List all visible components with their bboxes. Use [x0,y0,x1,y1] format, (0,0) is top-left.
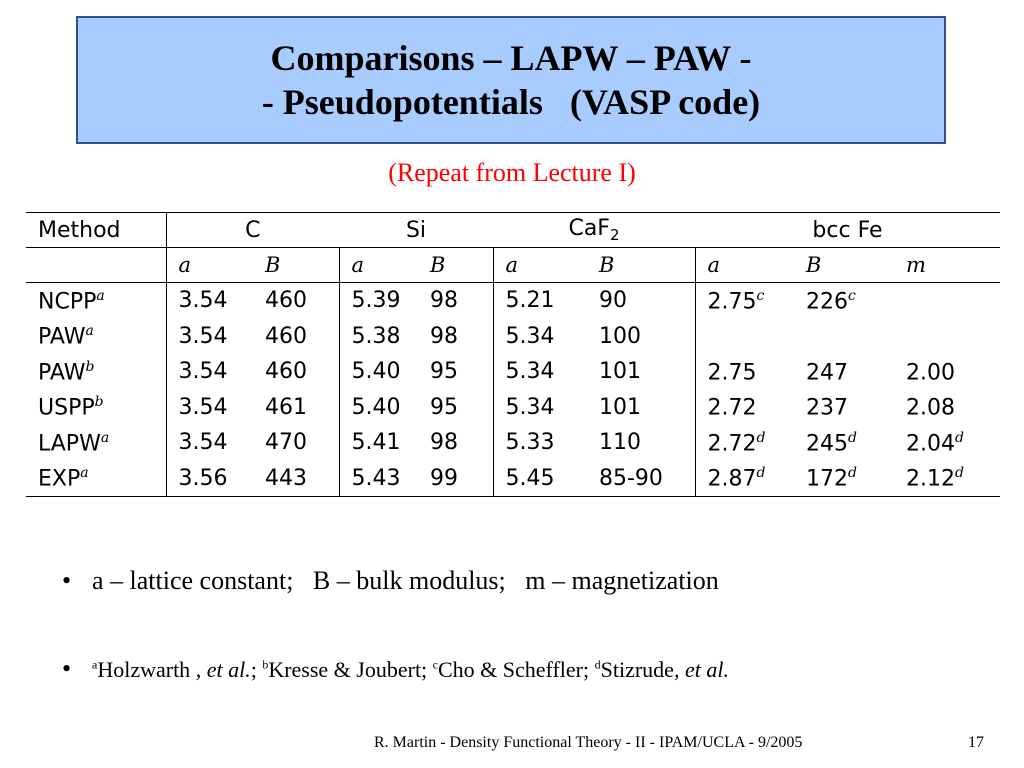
fe-a-cell [695,425,794,461]
fe-b-cell [794,425,894,461]
group-header-bcc-fe: bcc Fe [695,213,1000,248]
c-a-cell: 3.54 [166,425,253,461]
c-a-cell: 3.56 [166,461,253,497]
caf-a-cell: 5.34 [493,319,587,355]
c-a-cell: 3.54 [166,354,253,390]
method-name: USPP [38,395,95,421]
title-line-1: Comparisons – LAPW – PAW - [270,38,752,78]
fe-a-cell [695,461,794,497]
c-b-cell: 461 [265,394,307,420]
fe-m-value: 2.08 [906,395,955,421]
subheader-fe-a: a [695,248,794,283]
caf-b-cell: 110 [599,430,641,456]
caf-a-cell: 5.34 [493,354,587,390]
fe-a-value: 2.72 [707,430,757,456]
table-row [26,425,1000,461]
fe-m-value: 2.04 [906,430,955,456]
c-a-cell: 3.54 [166,319,253,355]
fe-m-cell [894,461,1000,497]
si-b-cell: 98 [430,430,458,456]
method-cell [26,283,166,319]
subheader-c-b: B [253,248,339,283]
si-b-cell: 98 [430,323,458,349]
group-header-caf2-subscript: 2 [609,226,620,244]
bullet-dot-icon: • [62,566,72,595]
fe-b-value: 172 [806,466,848,492]
c-b-cell: 460 [265,359,307,385]
method-header: Method [26,213,166,248]
method-ref: a [96,287,105,304]
table-subheader-row [26,248,1000,283]
si-a-cell: 5.38 [339,319,418,355]
fe-b-cell [794,461,894,497]
caf-a-cell: 5.33 [493,425,587,461]
fe-b-cell [794,319,894,355]
fe-b-cell [794,354,894,390]
c-a-cell: 3.54 [166,390,253,426]
c-b-cell: 470 [265,430,307,456]
subheader-caf-a: a [493,248,587,283]
method-ref: a [85,323,94,340]
page-number: 17 [968,734,984,751]
method-cell [26,425,166,461]
si-a-cell: 5.40 [339,390,418,426]
si-b-cell: 99 [418,461,493,497]
si-b-cell: 95 [430,394,458,420]
ref-c-author: Cho & Scheffler; [438,657,595,682]
ref-d-author: Stizrude [600,657,674,682]
method-cell [26,354,166,390]
fe-m-cell [894,319,1000,355]
bullet-dot-icon: • [62,654,72,683]
table-row [26,461,1000,497]
fe-m-cell [894,354,1000,390]
group-header-caf2 [493,213,695,248]
fe-m-value: 2.00 [906,359,955,385]
ref-sep-1: ; [250,657,263,682]
references-text [92,657,729,683]
fe-m-value: 2.12 [906,466,955,492]
si-a-cell: 5.43 [339,461,418,497]
title-line-2: - Pseudopotentials (VASP code) [261,82,761,122]
method-name: LAPW [38,430,101,456]
ref-b-mark: b [262,657,269,672]
ref-a-author: Holzwarth [97,657,196,682]
subheader-empty [26,248,166,283]
fe-b-ref: d [848,465,857,482]
ref-c-mark: c [432,657,438,672]
caf-b-cell: 90 [599,288,627,314]
si-a-cell: 5.41 [339,425,418,461]
method-ref: b [85,358,95,375]
ref-a-etal: , et al. [195,657,251,682]
ref-d-mark: d [594,657,601,672]
method-name: PAW [38,324,86,350]
fe-a-value: 2.75 [707,288,757,314]
caf-a-cell: 5.34 [493,390,587,426]
subheader-c-a: a [166,248,253,283]
fe-m-ref: d [954,465,964,482]
subheader-caf-b: B [587,248,695,283]
fe-b-value: 226 [806,288,848,314]
fe-a-cell [695,354,794,390]
caf-b-cell: 85-90 [587,461,695,497]
definitions-text: a – lattice constant; B – bulk modulus; m – magnetization [92,566,719,595]
table-row [26,354,1000,390]
table-row [26,390,1000,426]
c-b-cell: 443 [253,461,339,497]
c-b-cell: 460 [265,323,307,349]
method-name: EXP [38,466,81,492]
fe-b-value: 247 [806,359,848,385]
si-b-cell: 95 [430,359,458,385]
group-header-caf2-text: CaF [568,216,610,241]
caf-a-cell: 5.45 [493,461,587,497]
fe-m-cell [894,283,1000,319]
fe-b-cell [794,390,894,426]
fe-b-value: 245 [806,430,848,456]
group-header-si: Si [339,213,493,248]
fe-a-cell [695,283,794,319]
method-ref: a [80,465,89,482]
c-a-cell: 3.54 [166,283,253,319]
caf-b-cell: 100 [599,323,641,349]
fe-b-cell [794,283,894,319]
caf-b-cell: 101 [599,394,641,420]
caf-b-cell: 101 [599,359,641,385]
ref-d-etal: , et al. [673,657,729,682]
table-header-row [26,213,1000,248]
si-a-cell: 5.39 [339,283,418,319]
c-b-cell: 460 [265,288,307,314]
method-cell [26,461,166,497]
fe-a-value: 2.75 [707,359,757,385]
fe-b-ref: d [848,429,857,446]
method-cell [26,319,166,355]
method-cell [26,390,166,426]
group-header-c: C [166,213,339,248]
comparison-table [26,212,1000,497]
caf-a-cell: 5.21 [493,283,587,319]
bullet-definitions [62,566,719,596]
method-name: NCPP [38,288,97,314]
fe-a-ref: d [756,429,766,446]
table-row [26,283,1000,319]
fe-b-value: 237 [806,395,848,421]
ref-b-author: Kresse & Joubert; [268,657,433,682]
method-ref: a [100,429,110,446]
ref-a-mark: a [92,657,98,672]
fe-b-ref: c [848,287,856,304]
slide-title-box [76,16,946,144]
fe-a-cell [695,319,794,355]
subheader-si-b: B [418,248,493,283]
si-b-cell: 98 [430,288,458,314]
subheader-fe-b: B [794,248,894,283]
fe-m-cell [894,425,1000,461]
fe-m-cell [894,390,1000,426]
fe-m-ref: d [954,429,964,446]
slide-footer: R. Martin - Density Functional Theory - II - IPAM/UCLA - 9/2005 [374,734,803,751]
fe-a-value: 2.72 [707,395,757,421]
slide-subtitle: (Repeat from Lecture I) [388,158,636,187]
subheader-fe-m: m [894,248,1000,283]
fe-a-value: 2.87 [707,466,757,492]
subheader-si-a: a [339,248,418,283]
fe-a-ref: d [756,465,766,482]
fe-a-cell [695,390,794,426]
method-name: PAW [38,359,86,385]
method-ref: b [94,394,104,411]
si-a-cell: 5.40 [339,354,418,390]
fe-a-ref: c [756,287,765,304]
bullet-references [62,654,729,684]
table-row [26,319,1000,355]
